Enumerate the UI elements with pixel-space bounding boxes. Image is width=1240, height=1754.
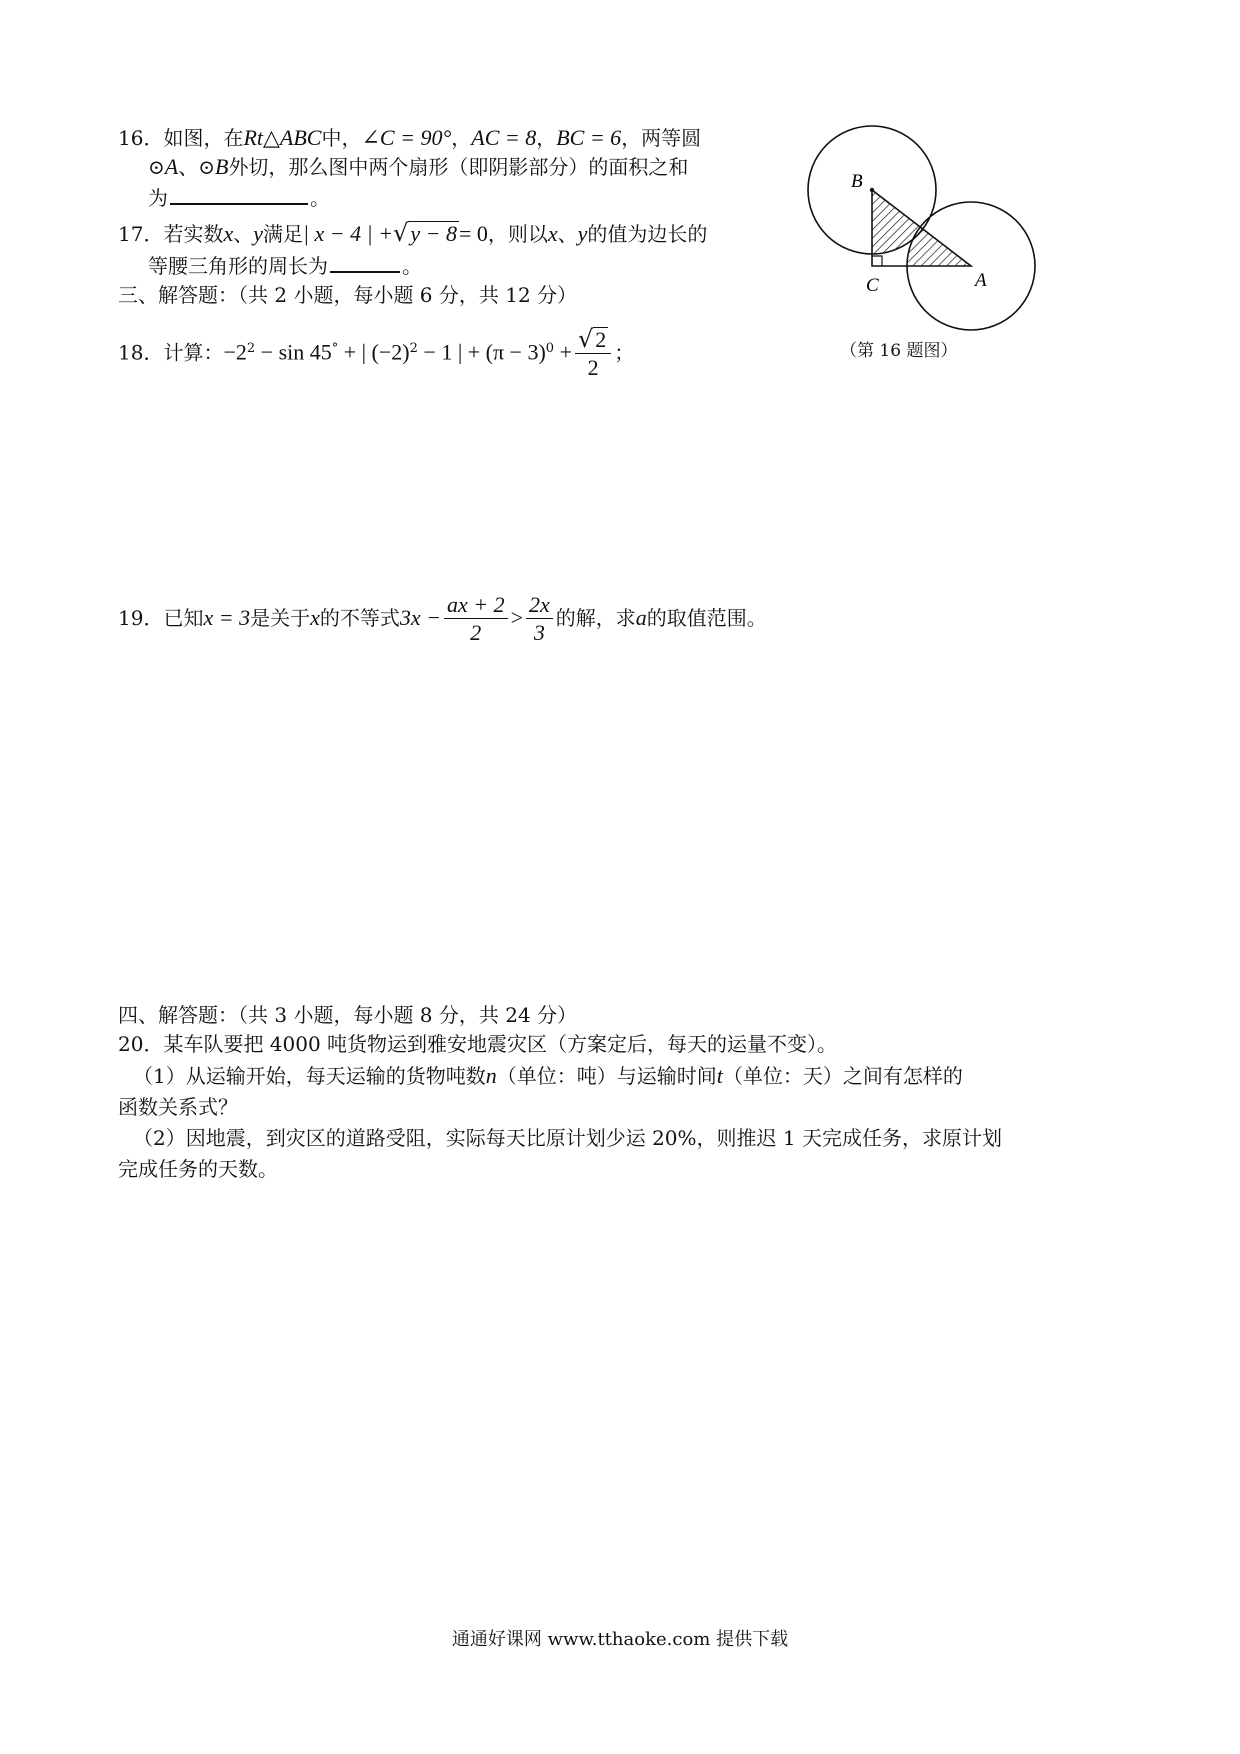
q17-line1: 17．若实数x、y满足| x − 4 | +√y − 8= 0，则以x、y的值为边长的 [118,219,708,247]
q16-figure [800,115,1050,365]
q20-part2-line1: （2）因地震，到灾区的道路受阻，实际每天比原计划少运 20%，则推迟 1 天完成任务，求原计划 [133,1126,1002,1150]
q19-line: 19．已知x = 3是关于x的不等式3x − $\frac{ax + 2}{2}$ > $\frac{2x}{3}$ 的解，求a的取值范围。 [118,592,767,645]
point-b [870,188,874,192]
q16-answer-blank[interactable] [170,183,308,205]
q19-fraction-2: $\frac{2x}{3}$ [526,592,553,647]
section3-heading: 三、解答题：（共 2 小题，每小题 6 分，共 12 分） [118,283,578,307]
label-c: C [866,275,879,296]
label-b: B [851,171,863,192]
page-footer: 通通好课网 www.tthaoke.com 提供下载 [451,1629,789,1650]
q20-part2-line2: 完成任务的天数。 [118,1157,278,1181]
q19-fraction-1: $\frac{ax + 2}{2}$ [444,592,508,647]
q18-fraction: $\frac{√2}{2}$ [575,326,611,382]
q20-part1-line1: （1）从运输开始，每天运输的货物吨数n（单位：吨）与运输时间t（单位：天）之间有怎样的 [133,1063,963,1088]
q17-answer-blank[interactable] [330,251,400,273]
q16-line1: 16．如图，在Rt△ABC中，∠C = 90°，AC = 8，BC = 6，两等圆 [118,125,702,150]
right-angle-mark [872,256,882,266]
q16-line2: ⊙A、⊙B外切，那么图中两个扇形（即阴影部分）的面积之和 [148,154,689,179]
q20-part1-line2: 函数关系式？ [118,1095,238,1119]
section4-heading: 四、解答题：（共 3 小题，每小题 8 分，共 24 分） [118,1003,578,1027]
figure-caption: （第 16 题图） [840,341,958,361]
q20-line1: 20．某车队要把 4000 吨货物运到雅安地震灾区（方案定后，每天的运量不变）。 [118,1032,838,1056]
sqrt-sign: √ [393,219,409,247]
q17-line2: 等腰三角形的周长为 。 [148,251,422,280]
q16-line3: 为 。 [148,183,330,212]
q18-line: 18．计算：$-2^2 - \sin 45^\circ$ + | $(-2)^2 - 1$ | + $(\pi - 3)^0$ + $\frac{√2}{2}$ ； [118,325,635,380]
label-a: A [975,270,987,291]
